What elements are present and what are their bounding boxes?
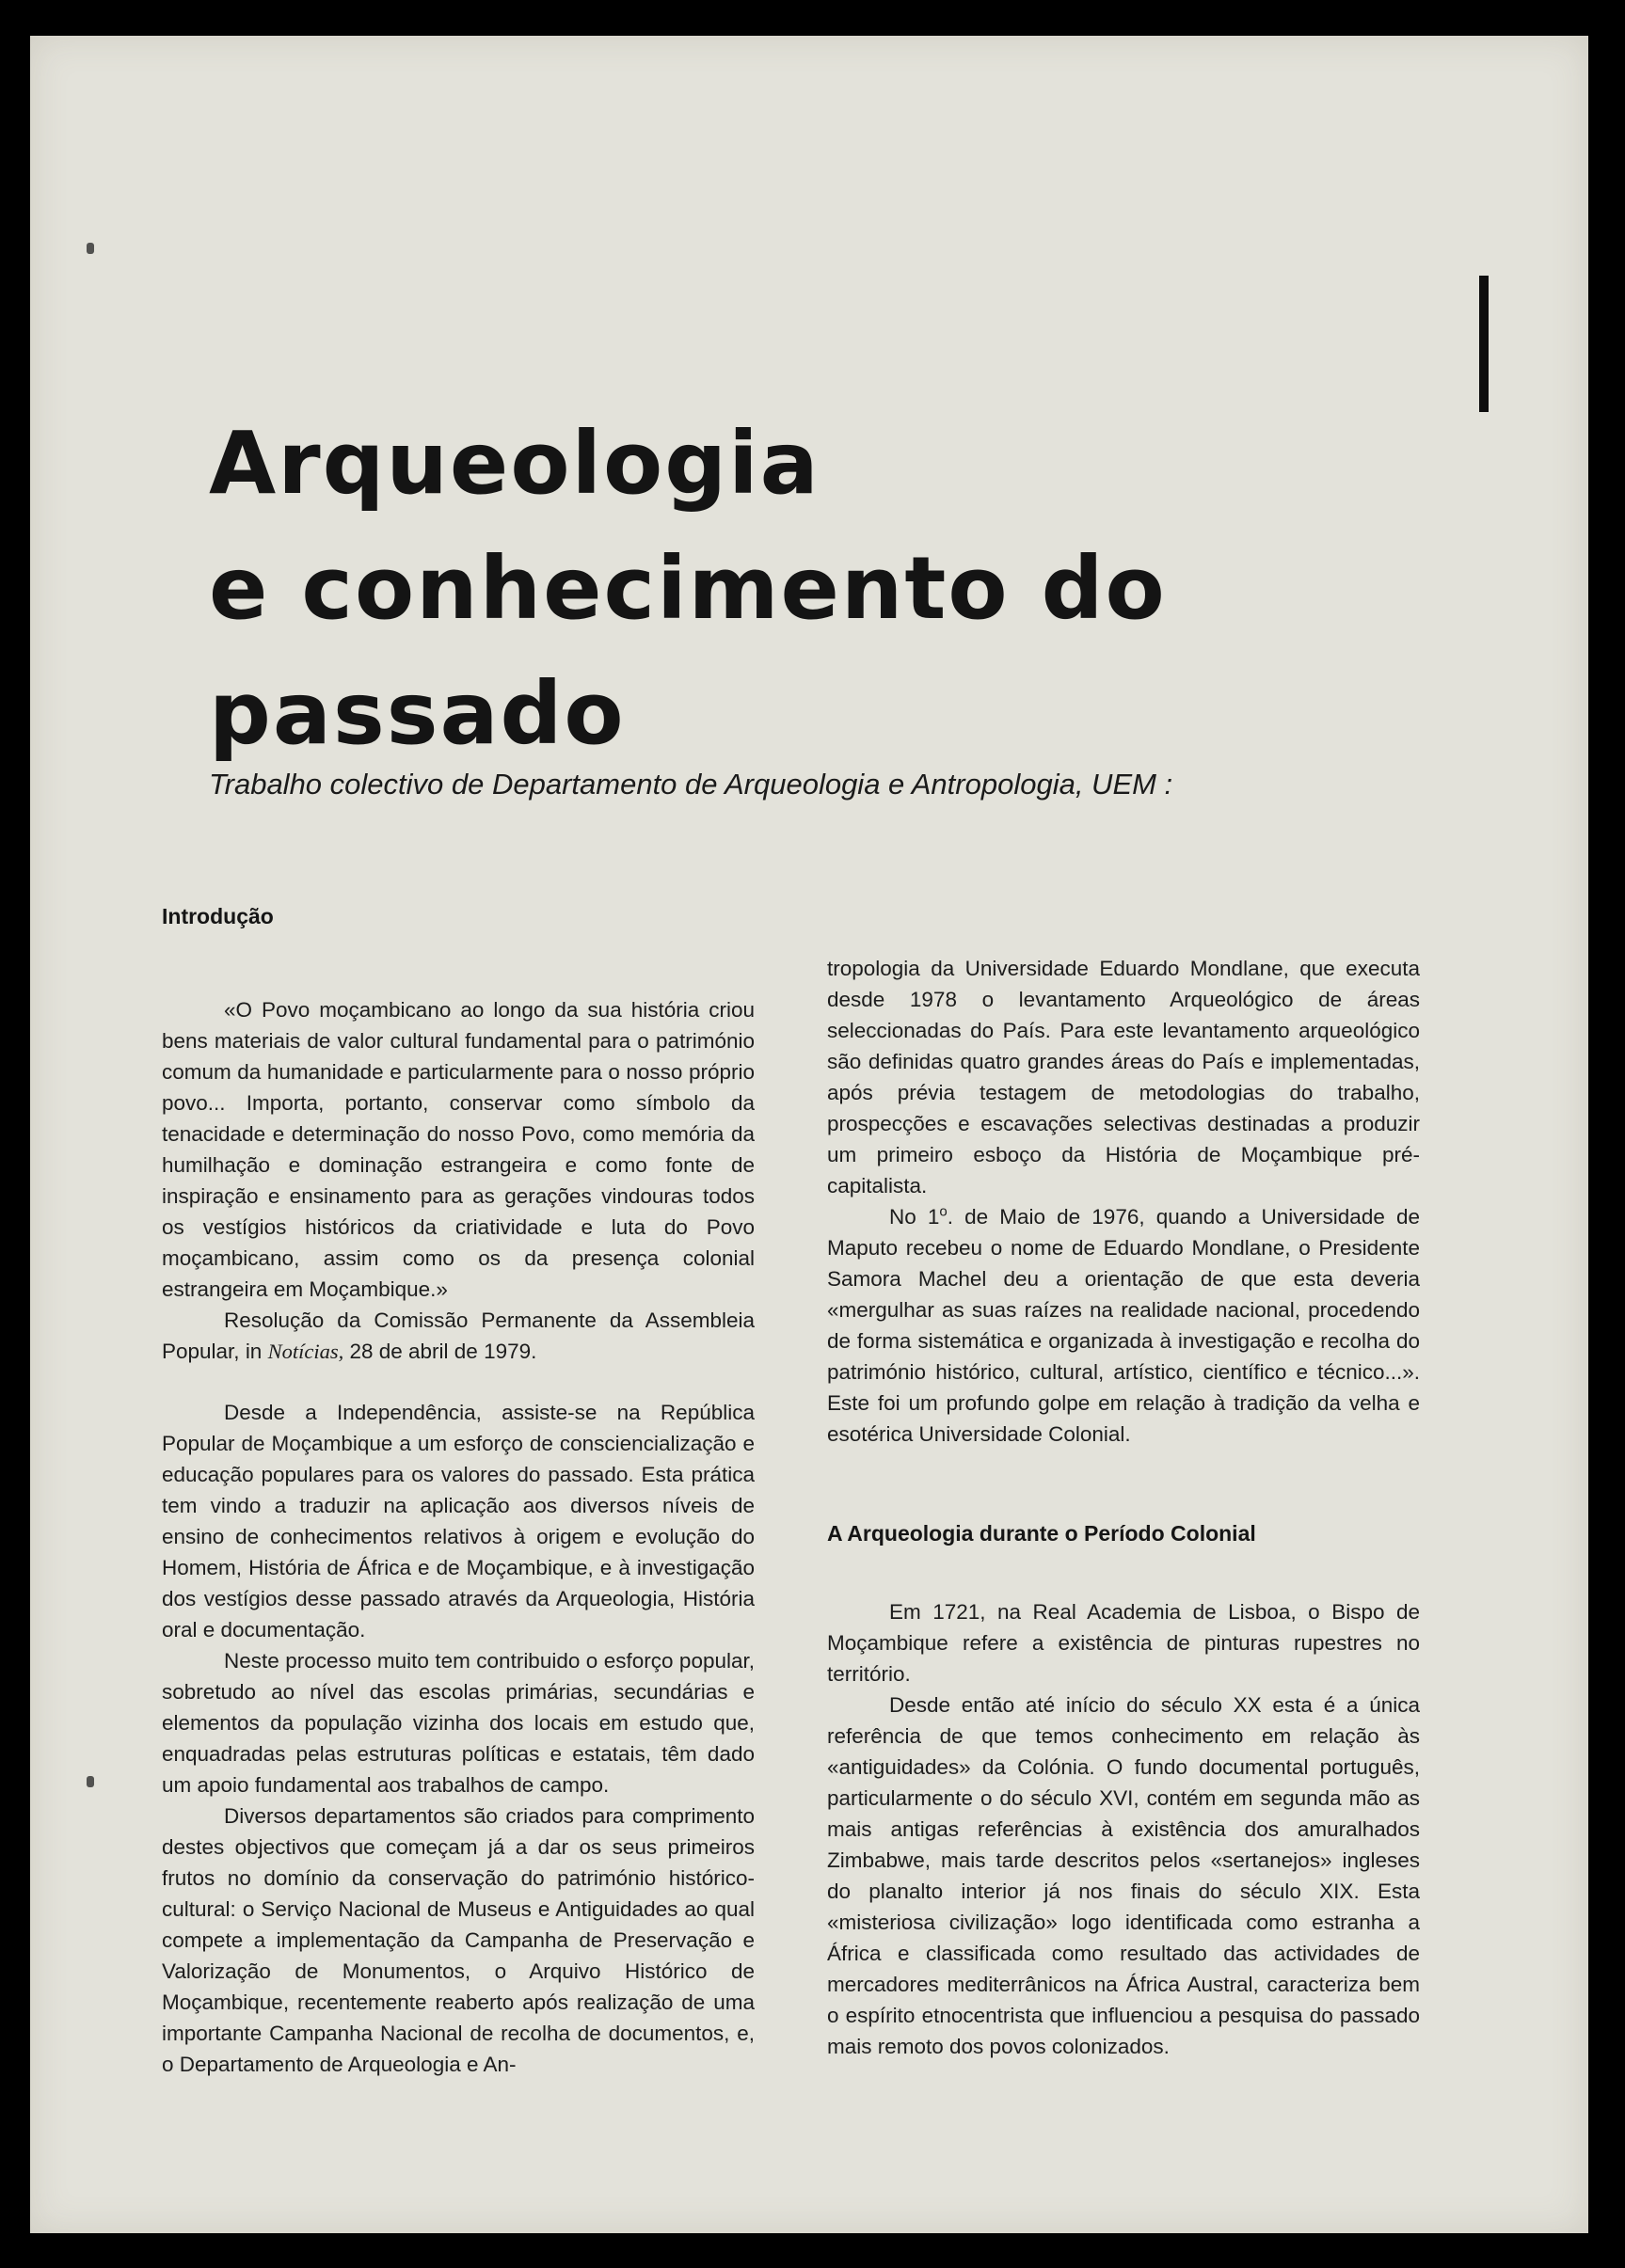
paragraph-1721: Em 1721, na Real Academia de Lisboa, o Bispo de Moçambique refere a existência de pinturas rupestres no território. bbox=[827, 1600, 1420, 1686]
citation-source: Notícias, bbox=[267, 1340, 344, 1363]
paragraph-independencia: Desde a Independência, assiste-se na República Popular de Moçambique a um esforço de consciencialização e educação populares para os valores do passado. Esta prática tem vindo a traduzir na aplicação aos diversos níveis de ensino de conhecimentos relativos à origem e evolução do Homem, História de África e de Moçambique, e à investigação dos vestígios desse passado através da Arqueologia, História oral e documentação. bbox=[162, 1401, 755, 1642]
edge-marker bbox=[1479, 276, 1489, 412]
punch-mark bbox=[87, 1776, 94, 1787]
citation-date: 28 de abril de 1979. bbox=[343, 1340, 537, 1363]
article-title bbox=[209, 401, 1588, 776]
paragraph-desde-entao: Desde então até início do século XX esta é a única referência de que temos conhecimento em relação às «antiguidades» da Colónia. O fundo documental português, particularmente o do século XVI, contém em segunda mão as mais antigas referências à existência dos amuralhados Zimbabwe, mais tarde descritos pelos «sertanejos» ingleses do planalto interior já nos finais do século XIX. Esta «misteriosa civilização» logo identificada como estranha a África e classificada como resultado das actividades de mercadores mediterrânicos na África Austral, caracteriza bem o espírito etnocentrista que influenciou a pesquisa do passado mais remoto dos povos colonizados. bbox=[827, 1693, 1420, 2058]
right-column bbox=[827, 953, 1420, 2062]
paragraph-departamentos: Diversos departamentos são criados para comprimento destes objectivos que começam já a dar os seus primeiros frutos no domínio da conservação do património histórico-cultural: o Serviço Nacional de Museus e Antiguidades ao qual compete a implementação da Campanha de Preservação e Valorização de Monumentos, o Arquivo Histórico de Moçambique, recentemente reaberto após realização de uma importante Campanha Nacional de recolha de documentos, e, o Departamento de Arqueologia e An- bbox=[162, 1804, 755, 2076]
left-column bbox=[162, 901, 755, 2080]
article-byline: Trabalho colectivo de Departamento de Arqueologia e Antropologia, UEM : bbox=[209, 768, 1173, 801]
ordinal-mark: o bbox=[939, 1203, 948, 1220]
paragraph-processo: Neste processo muito tem contribuido o esforço popular, sobretudo ao nível das escolas primárias, secundárias e elementos da população vizinha dos locais em estudo que, enquadradas pelas estruturas políticas e estatais, têm dado um apoio fundamental aos trabalhos de campo. bbox=[162, 1649, 755, 1797]
title-line-2: e conhecimento do passado bbox=[209, 538, 1167, 764]
quote-citation bbox=[162, 1305, 755, 1367]
maio-text-rest: . de Maio de 1976, quando a Universidade de Maputo recebeu o nome de Eduardo Mondlane, o Presidente Samora Machel deu a orientação de que esta deveria «mergulhar as suas raízes na realidade nacional, procedendo de forma sistemática e organizada à investigação e recolha do património histórico, cultural, artístico, científico e técnico...». Este foi um profundo golpe em relação à tradição da velha e esotérica Universidade Colonial. bbox=[827, 1205, 1420, 1446]
citation-text: Resolução da Comissão Permanente da Assembleia Popular, in bbox=[162, 1308, 755, 1363]
paragraph-continuation: tropologia da Universidade Eduardo Mondlane, que executa desde 1978 o levantamento Arqueológico de áreas seleccionadas do País. Para este levantamento arqueológico são definidas quatro grandes áreas do País e implementadas, após prévia testagem de metodologias do trabalho, prospecções e escavações selectivas destinadas a produzir um primeiro esboço da História de Moçambique pré-capitalista. bbox=[827, 957, 1420, 1197]
maio-text-start: No 1 bbox=[889, 1205, 940, 1229]
title-line-1: Arqueologia bbox=[209, 413, 820, 514]
intro-quote: «O Povo moçambicano ao longo da sua história criou bens materiais de valor cultural fundamental para o património comum da humanidade e particularmente para o nosso próprio povo... Importa, portanto, conservar como símbolo da tenacidade e determinação do nosso Povo, como memória da humilhação e dominação estrangeira e como fonte de inspiração e ensinamento para as gerações vindouras todos os vestígios históricos da criatividade e luta do Povo moçambicano, assim como os da presença colonial estrangeira em Moçambique.» bbox=[162, 998, 755, 1301]
heading-periodo-colonial: A Arqueologia durante o Período Colonial bbox=[827, 1521, 1256, 1546]
heading-introducao: Introdução bbox=[162, 904, 274, 928]
punch-mark bbox=[87, 243, 94, 254]
document-page bbox=[30, 36, 1588, 2233]
paragraph-maio-1976 bbox=[827, 1201, 1420, 1450]
